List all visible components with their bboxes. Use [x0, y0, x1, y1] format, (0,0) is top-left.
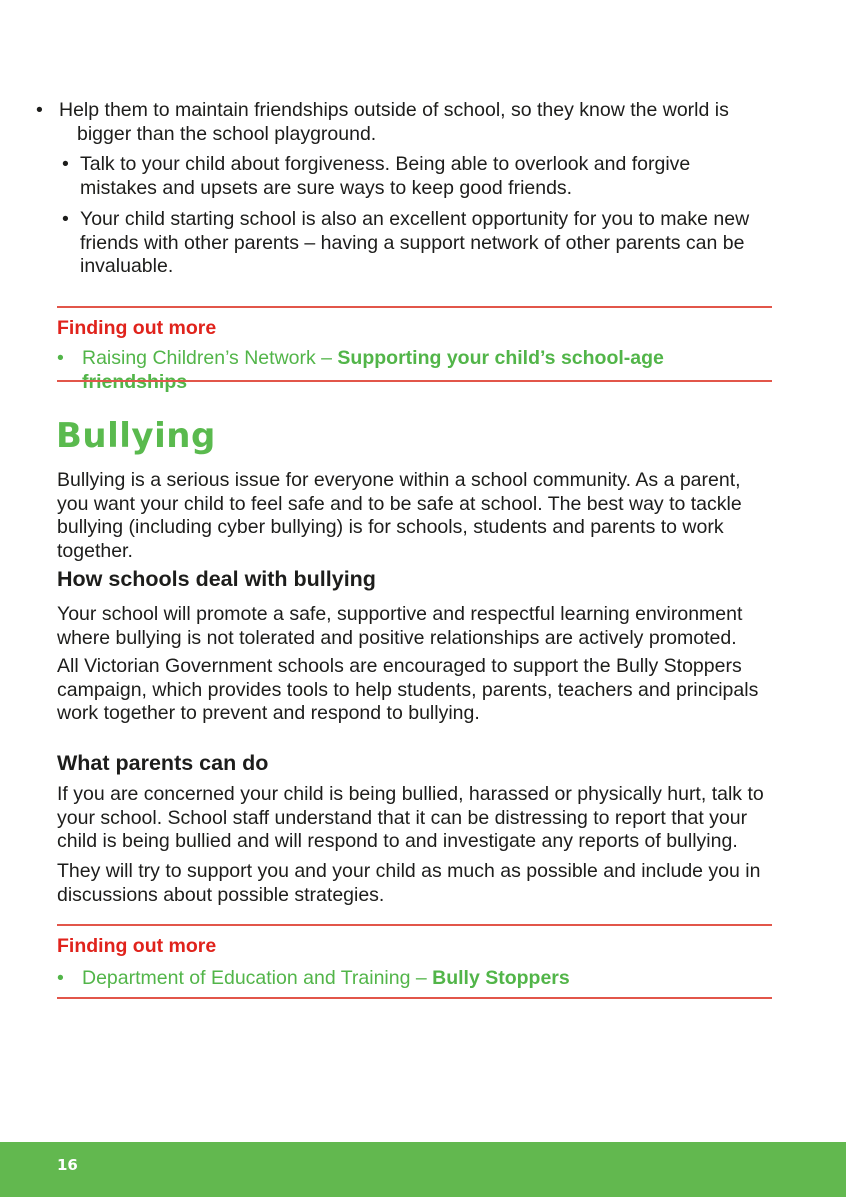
resource-link[interactable]	[57, 967, 772, 991]
schools-subheading: How schools deal with bullying	[57, 567, 376, 591]
parents-paragraph-1: If you are concerned your child is being bullied, harassed or physically hurt, talk to your school. School staff understand that it can be distressing to report that your child is being bullied and will respond to and investigate any reports of bullying.	[57, 783, 764, 852]
finding-out-more-heading: Finding out more	[57, 317, 217, 339]
parents-subheading: What parents can do	[57, 751, 269, 775]
bullet-icon: •	[62, 208, 69, 230]
intro-sub-bullet-1	[62, 153, 772, 200]
bullet-icon: •	[57, 347, 64, 369]
resource-link-title[interactable]: Bully Stoppers	[432, 967, 570, 989]
bullet-icon: •	[36, 99, 43, 121]
resource-link-title[interactable]: Supporting your child’s school-age friendships	[82, 347, 664, 393]
intro-bullet-main-text: Help them to maintain friendships outside of school, so they know the world is bigger than the school playground.	[59, 99, 729, 145]
bullet-icon: •	[57, 967, 64, 989]
resource-link-prefix: Department of Education and Training –	[82, 967, 433, 989]
divider-line	[57, 306, 772, 308]
intro-sub-bullet-2-text: Your child starting school is also an excellent opportunity for you to make new friends with other parents – having a support network of other parents can be invaluable.	[80, 208, 750, 277]
footer-bar	[0, 1142, 846, 1197]
schools-paragraph-2: All Victorian Government schools are encouraged to support the Bully Stoppers campaign, which provides tools to help students, parents, teachers and principals work together to prevent and respond to bullying.	[57, 655, 759, 724]
finding-out-more-link-item	[57, 347, 772, 394]
intro-sub-bullet-1-text: Talk to your child about forgiveness. Being able to overlook and forgive mistakes and upsets are sure ways to keep good friends.	[80, 153, 691, 199]
intro-sub-bullet-2	[62, 208, 772, 279]
divider-line	[57, 997, 772, 999]
finding-out-more-heading: Finding out more	[57, 935, 217, 957]
divider-line	[57, 380, 772, 382]
page-number: 16	[57, 1156, 78, 1174]
section-title: Bullying	[56, 416, 216, 456]
resource-link-prefix: Raising Children’s Network –	[82, 347, 338, 369]
divider-line	[57, 924, 772, 926]
finding-out-more-link-item	[57, 967, 772, 991]
bullet-icon: •	[62, 153, 69, 175]
bullying-intro-paragraph: Bullying is a serious issue for everyone within a school community. As a parent, you want your child to feel safe and to be safe at school. The best way to tackle bullying (including cyber bullying) is for schools, students and parents to work together.	[57, 469, 742, 562]
parents-paragraph-2: They will try to support you and your child as much as possible and include you in discussions about possible strategies.	[57, 860, 761, 906]
schools-paragraph-1: Your school will promote a safe, supportive and respectful learning environment where bullying is not tolerated and positive relationships are actively promoted.	[57, 603, 743, 649]
resource-link[interactable]	[57, 347, 772, 394]
intro-bullet-main	[36, 99, 772, 146]
